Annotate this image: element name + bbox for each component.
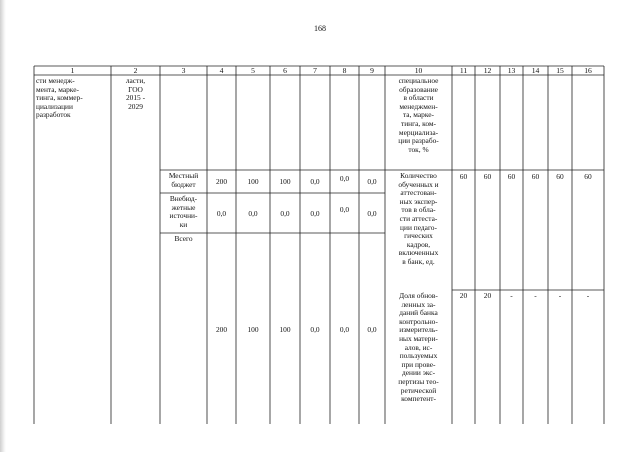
header-col-12: 12 <box>483 67 492 75</box>
header-col-4: 4 <box>219 67 224 75</box>
header-col-11: 11 <box>459 67 468 75</box>
header-col-7: 7 <box>313 67 317 75</box>
offbudget-value: 0,0 <box>216 210 227 218</box>
header-col-2: 2 <box>133 67 138 75</box>
offbudget-value: 0,0 <box>248 210 258 218</box>
local-value: 0,0 <box>339 175 350 183</box>
header-col-1: 1 <box>70 67 75 75</box>
indicator-3-value: - <box>586 292 590 300</box>
local-value: 100 <box>247 178 259 186</box>
header-col-10: 10 <box>414 67 423 75</box>
header-col-6: 6 <box>283 67 287 75</box>
indicator-3-value: 20 <box>459 292 468 300</box>
header-col-14: 14 <box>531 67 540 75</box>
source-local-budget: Местный бюджет <box>168 172 199 189</box>
total-value: 0,0 <box>339 326 350 334</box>
header-col-13: 13 <box>507 67 516 75</box>
local-value: 200 <box>215 178 228 186</box>
page-number: 168 <box>314 24 326 33</box>
offbudget-value: 0,0 <box>280 210 290 218</box>
indicator-2-value: 60 <box>483 173 492 181</box>
indicator-3-value: 20 <box>483 292 492 300</box>
local-value: 0,0 <box>310 178 320 186</box>
offbudget-value: 0,0 <box>339 206 350 214</box>
offbudget-value: 0,0 <box>367 210 377 218</box>
activity-description: сти менедж- мента, марке- тинга, коммер- циализации разработок <box>36 77 83 120</box>
total-value: 200 <box>215 326 228 334</box>
total-value: 100 <box>247 326 259 334</box>
executor-and-period: ласти, ГОО 2015 - 2029 <box>125 77 146 111</box>
indicator-certified-experts: Количество обученных и аттестован- ных экспер- тов в обла- сти аттеста- ции педаго- гических кадров, включенных в банк, ед. <box>398 172 439 266</box>
header-col-3: 3 <box>181 67 186 75</box>
indicator-2-value: 60 <box>531 173 540 181</box>
indicator-updated-tasks-share: Доля обнов- ленных за- даний банка контрольно- измеритель- ных матери- алов, ис- пользуемых при прове- дении экс- пертизы тео- ретической компетент- <box>398 292 439 404</box>
header-col-5: 5 <box>251 67 255 75</box>
total-value: 0,0 <box>310 326 320 334</box>
local-value: 100 <box>279 178 291 186</box>
source-off-budget: Внебюд- жетные источни- ки <box>169 195 198 229</box>
indicator-2-value: 60 <box>507 173 516 181</box>
indicator-3-value: - <box>534 292 537 300</box>
total-value: 100 <box>279 326 291 334</box>
indicator-3-value: - <box>510 292 513 300</box>
total-value: 0,0 <box>367 326 377 334</box>
indicator-3-value: - <box>558 292 562 300</box>
source-total: Всего <box>174 235 193 243</box>
local-value: 0,0 <box>367 178 377 186</box>
header-col-15: 15 <box>556 67 564 75</box>
indicator-2-value: 60 <box>556 173 564 181</box>
header-col-16: 16 <box>584 67 592 75</box>
indicator-2-value: 60 <box>584 173 592 181</box>
header-col-8: 8 <box>342 67 347 75</box>
indicator-specialist-education: специальное образование в области менеджмен- та, марке- тинга, ком- мерциализа- ции разрабо- ток, % <box>398 77 439 154</box>
header-col-9: 9 <box>370 67 374 75</box>
indicator-2-value: 60 <box>459 173 468 181</box>
offbudget-value: 0,0 <box>310 210 320 218</box>
